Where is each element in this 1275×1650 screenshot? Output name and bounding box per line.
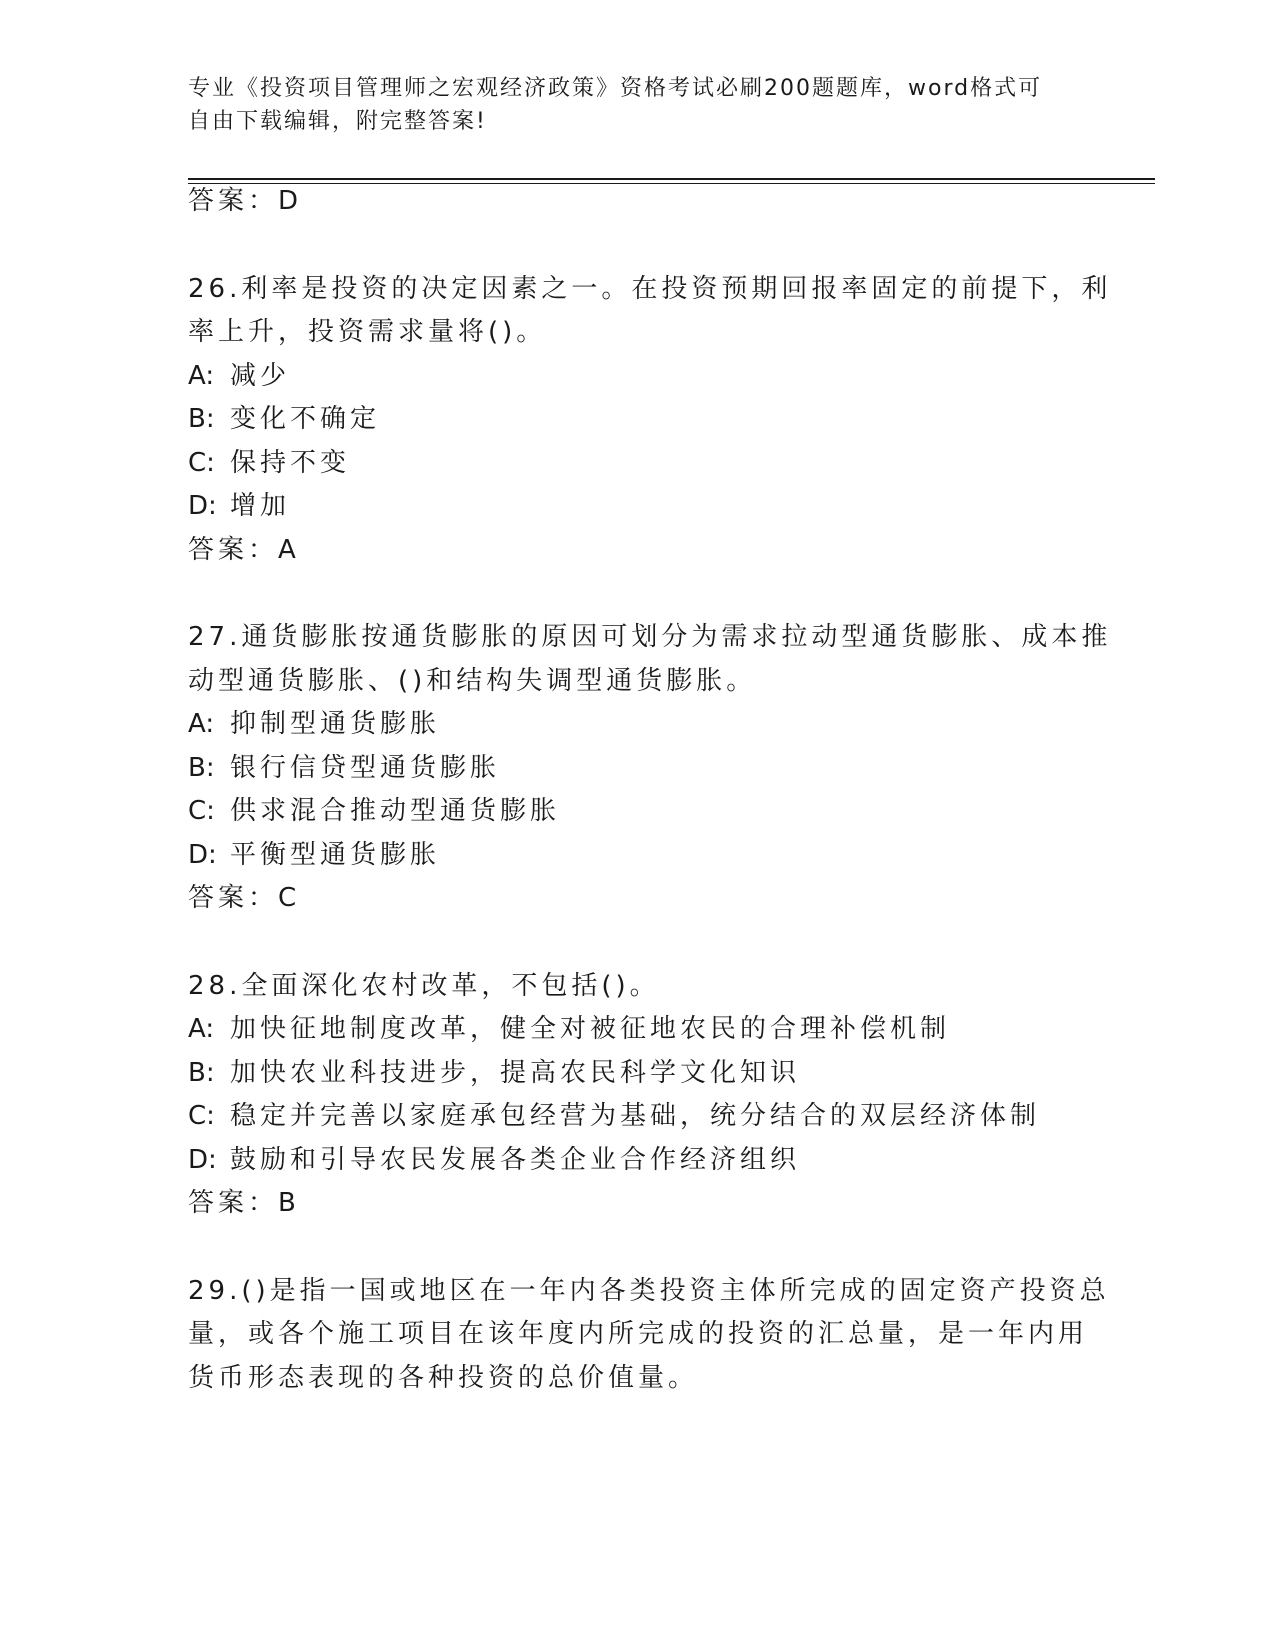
option-text: 银行信贷型通货膨胀 bbox=[230, 753, 501, 783]
q29-stem-line-1: 29.()是指一国或地区在一年内各类投资主体所完成的固定资产投资总 bbox=[188, 1276, 1110, 1306]
option-text: 增加 bbox=[230, 491, 291, 521]
option-text: 稳定并完善以家庭承包经营为基础，统分结合的双层经济体制 bbox=[230, 1101, 1041, 1131]
option-letter: C: bbox=[188, 448, 215, 478]
option-text: 抑制型通货膨胀 bbox=[230, 709, 441, 739]
q26-option-c bbox=[188, 446, 350, 480]
option-letter: A: bbox=[188, 1014, 215, 1044]
q26-stem-line-1: 26.利率是投资的决定因素之一。在投资预期回报率固定的前提下，利 bbox=[188, 274, 1112, 304]
q28-answer: 答案：B bbox=[188, 1188, 300, 1218]
option-letter: D: bbox=[188, 491, 217, 521]
q26-option-b bbox=[188, 402, 380, 436]
header-line-1: 专业《投资项目管理师之宏观经济政策》资格考试必刷200题题库，word格式可 bbox=[188, 76, 1043, 101]
option-letter: B: bbox=[188, 404, 215, 434]
option-letter: D: bbox=[188, 840, 217, 870]
option-text: 加快农业科技进步，提高农民科学文化知识 bbox=[230, 1058, 801, 1088]
option-text: 保持不变 bbox=[230, 448, 351, 478]
option-letter: D: bbox=[188, 1145, 217, 1175]
option-text: 鼓励和引导农民发展各类企业合作经济组织 bbox=[230, 1145, 801, 1175]
option-text: 供求混合推动型通货膨胀 bbox=[230, 796, 561, 826]
q27-stem-line-2: 动型通货膨胀、()和结构失调型通货膨胀。 bbox=[188, 666, 757, 696]
q27-option-a bbox=[188, 707, 440, 741]
option-text: 变化不确定 bbox=[230, 404, 381, 434]
q28-option-a bbox=[188, 1012, 950, 1046]
q27-answer: 答案：C bbox=[188, 883, 301, 913]
option-letter: B: bbox=[188, 1058, 215, 1088]
q29-stem-line-3: 货币形态表现的各种投资的总价值量。 bbox=[188, 1363, 699, 1393]
option-text: 加快征地制度改革，健全对被征地农民的合理补偿机制 bbox=[230, 1014, 951, 1044]
q29-stem-line-2: 量，或各个施工项目在该年度内所完成的投资的汇总量，是一年内用 bbox=[188, 1319, 1089, 1349]
q27-stem-line-1: 27.通货膨胀按通货膨胀的原因可划分为需求拉动型通货膨胀、成本推 bbox=[188, 622, 1112, 652]
q28-stem-line-1: 28.全面深化农村改革，不包括()。 bbox=[188, 971, 660, 1001]
header-divider-thin bbox=[188, 183, 1155, 184]
option-letter: C: bbox=[188, 796, 215, 826]
q28-option-d bbox=[188, 1143, 800, 1177]
q26-option-d bbox=[188, 489, 290, 523]
q28-option-b bbox=[188, 1056, 800, 1090]
option-text: 平衡型通货膨胀 bbox=[230, 840, 441, 870]
option-text: 减少 bbox=[230, 361, 291, 391]
q27-option-d bbox=[188, 838, 440, 872]
header-divider-thick bbox=[188, 178, 1155, 180]
header-line-2: 自由下载编辑，附完整答案! bbox=[188, 109, 487, 134]
q28-option-c bbox=[188, 1099, 1040, 1133]
document-header bbox=[188, 72, 1088, 138]
q26-stem-line-2: 率上升，投资需求量将()。 bbox=[188, 317, 547, 347]
q26-answer: 答案：A bbox=[188, 535, 300, 565]
option-letter: A: bbox=[188, 709, 215, 739]
q27-option-b bbox=[188, 751, 500, 785]
option-letter: C: bbox=[188, 1101, 215, 1131]
option-letter: A: bbox=[188, 361, 215, 391]
q26-option-a bbox=[188, 359, 290, 393]
option-letter: B: bbox=[188, 753, 215, 783]
q27-option-c bbox=[188, 794, 560, 828]
answer-25: 答案：D bbox=[188, 186, 303, 216]
